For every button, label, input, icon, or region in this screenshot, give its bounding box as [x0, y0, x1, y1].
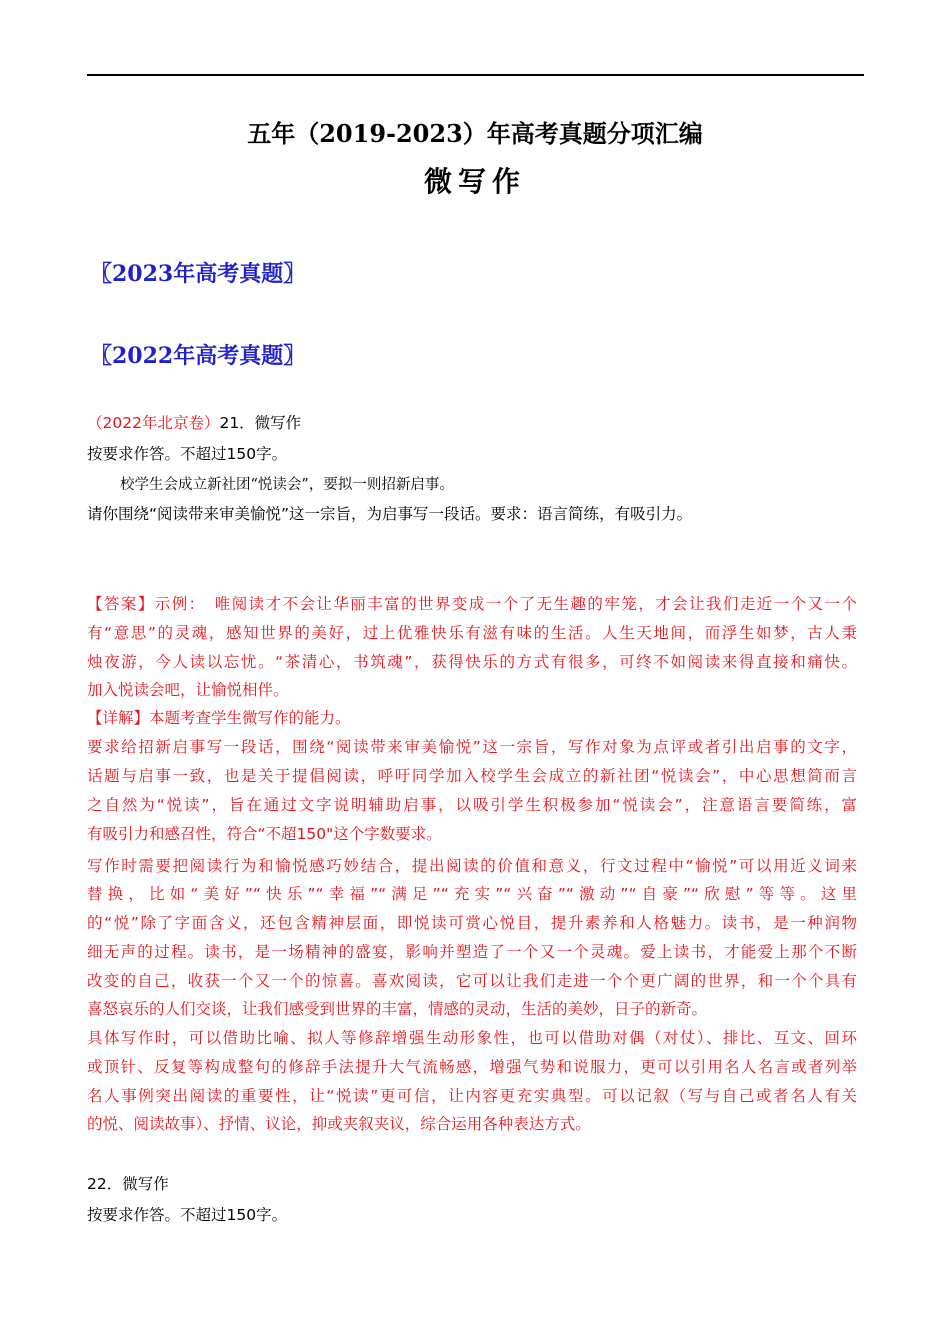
- detail-line: 的“悦”除了字面含义，还包含精神层面，即悦读可赏心悦目，提升素养和人格魅力。读书，是一种润物: [87, 914, 857, 932]
- detail-line: 细无声的过程。读书，是一场精神的盛宴，影响并塑造了一个又一个灵魂。爱上读书，才能爱上那个不断: [87, 943, 857, 961]
- detail-line: 写作时需要把阅读行为和愉悦感巧妙结合，提出阅读的价值和意义，行文过程中“愉悦”可以用近义词来: [87, 857, 857, 875]
- detail-line: 名人事例突出阅读的重要性，让“悦读”更可信，让内容更充实典型。可以记叙（写与自己或者名人有关: [87, 1087, 857, 1105]
- detail-line: 替换，比如“美好”“快乐”“幸福”“满足”“充实”“兴奋”“激动”“自豪”“欣慰”等等。这里: [87, 885, 857, 903]
- question-requirement: 按要求作答。不超过150字。: [87, 445, 288, 463]
- section-heading-2022: 〖2022年高考真题〗: [90, 343, 306, 369]
- question-21-header: [87, 413, 857, 433]
- detail-line: 要求给招新启事写一段话，围绕“阅读带来审美愉悦”这一宗旨，写作对象为点评或者引出启事的文字，: [87, 738, 857, 756]
- answer-line: 烛夜游，今人读以忘忧。“茶清心，书筑魂”，获得快乐的方式有很多，可终不如阅读来得直接和痛快。: [87, 653, 857, 671]
- section-heading-2023: 〖2023年高考真题〗: [90, 261, 306, 287]
- detail-line: 具体写作时，可以借助比喻、拟人等修辞增强生动形象性，也可以借助对偶（对仗）、排比、互文、回环: [87, 1029, 857, 1047]
- detail-line: 改变的自己，收获一个又一个的惊喜。喜欢阅读，它可以让我们走进一个个更广阔的世界，和一个个具有: [87, 972, 857, 990]
- detail-line: 【详解】本题考查学生微写作的能力。: [87, 709, 351, 727]
- detail-line: 之自然为“悦读”，旨在通过文字说明辅助启事，以吸引学生积极参加“悦读会”，注意语言要简练，富: [87, 796, 857, 814]
- detail-line: 有吸引力和感召性，符合“不超150"这个字数要求。: [87, 825, 442, 843]
- answer-line: 【答案】示例： 唯阅读才不会让华丽丰富的世界变成一个了无生趣的牢笼，才会让我们走近一个又一个: [87, 595, 857, 613]
- answer-line: 有“意思”的灵魂，感知世界的美好，过上优雅快乐有滋有味的生活。人生天地间，而浮生如梦，古人秉: [87, 624, 857, 642]
- detail-line: 话题与启事一致，也是关于提倡阅读，呼吁同学加入校学生会成立的新社团“悦读会”，中心思想简而言: [87, 767, 857, 785]
- question-task: 请你围绕“阅读带来审美愉悦”这一宗旨，为启事写一段话。要求：语言简练，有吸引力。: [87, 505, 693, 523]
- question-22-header: 22．微写作: [87, 1175, 169, 1193]
- question-source: （2022年北京卷）: [87, 414, 220, 432]
- detail-line: 或顶针、反复等构成整句的修辞手法提升大气流畅感，增强气势和说服力，更可以引用名人名言或者列举: [87, 1058, 857, 1076]
- question-number: 21．微写作: [219, 414, 302, 432]
- document-title: 五年（2019-2023）年高考真题分项汇编: [247, 119, 703, 148]
- question-22-requirement: 按要求作答。不超过150字。: [87, 1206, 288, 1224]
- document-subtitle: 微写作: [423, 165, 526, 198]
- detail-line: 喜怒哀乐的人们交谈，让我们感受到世界的丰富，情感的灵动，生活的美妙，日子的新奇。: [87, 1000, 708, 1018]
- detail-line: 的悦、阅读故事）、抒情、议论，抑或夹叙夹议，综合运用各种表达方式。: [87, 1115, 591, 1133]
- question-prompt: 校学生会成立新社团“悦读会”，要拟一则招新启事。: [120, 477, 454, 493]
- header-rule: [87, 74, 864, 76]
- answer-line: 加入悦读会吧，让愉悦相伴。: [87, 681, 289, 699]
